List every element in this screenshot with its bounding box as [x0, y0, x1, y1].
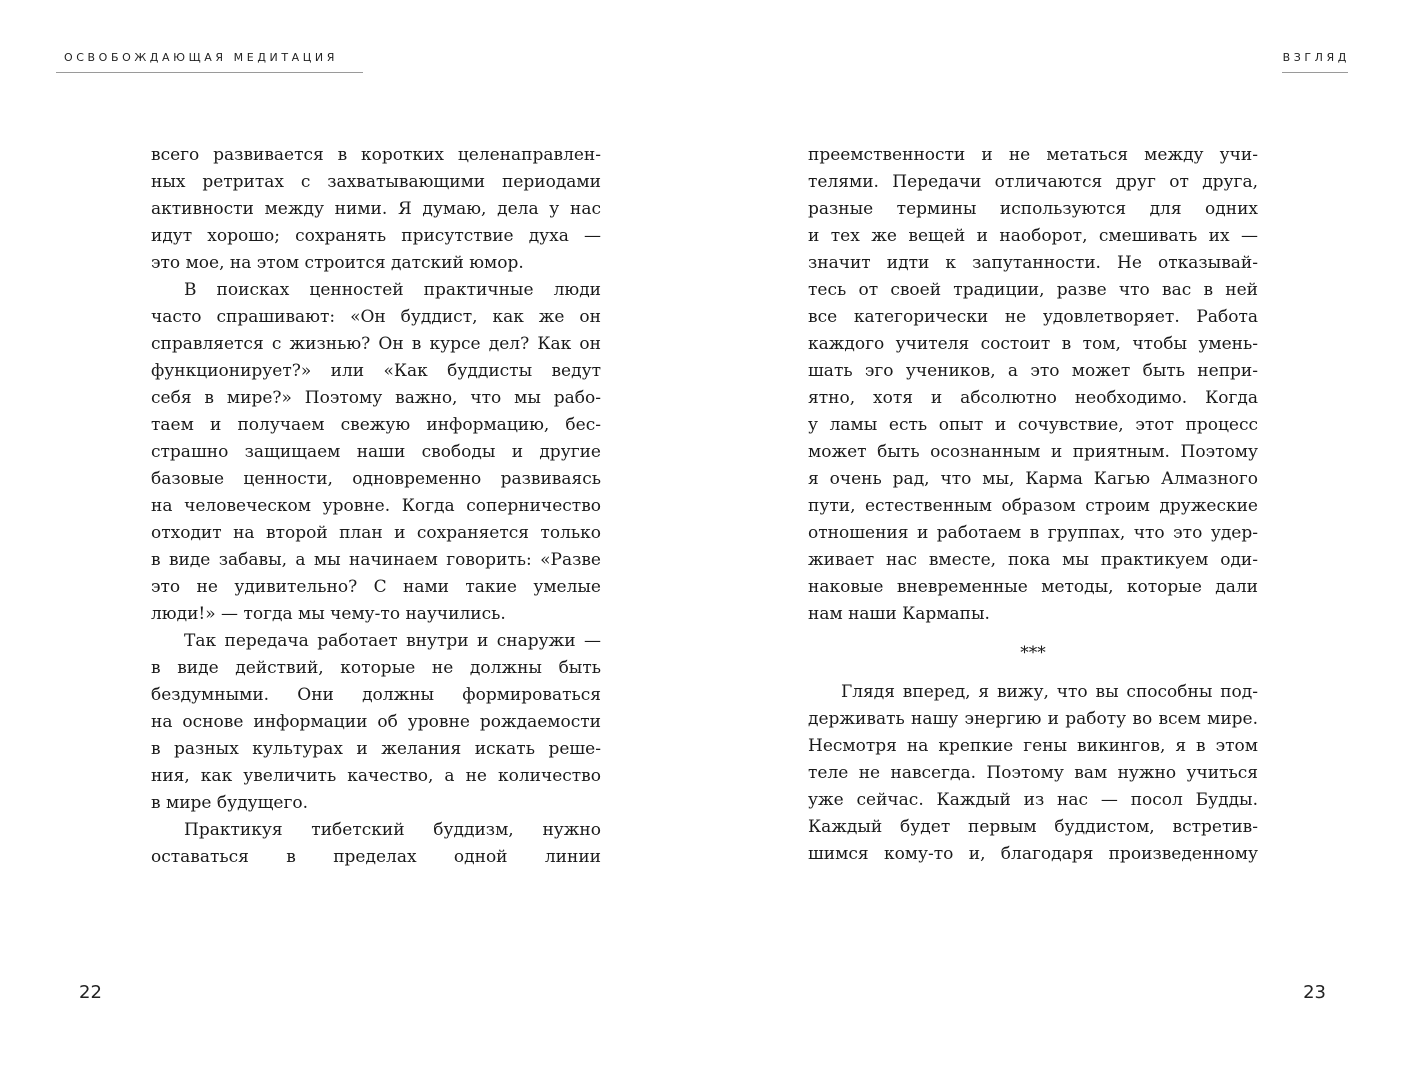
running-head-left: ОСВОБОЖДАЮЩАЯ МЕДИТАЦИЯ [64, 51, 339, 64]
text-line: это мое, на этом строится датский юмор. [151, 253, 524, 273]
text-line: тесь от своей традиции, разве что вас в ней [808, 280, 1258, 300]
text-line: это не удивительно? С нами такие умелые [151, 577, 601, 597]
text-line: справляется с жизнью? Он в курсе дел? Как он [151, 334, 601, 354]
text-line: всего развивается в коротких целенаправлен- [151, 145, 601, 165]
text-line: отходит на второй план и сохраняется только [151, 523, 601, 543]
text-line: нам наши Кармапы. [808, 604, 990, 624]
right-page [702, 0, 1404, 1080]
text-line: Несмотря на крепкие гены викингов, я в этом [808, 736, 1258, 756]
text-line: все категорически не удовлетворяет. Работа [808, 307, 1258, 327]
section-gap [808, 667, 1258, 679]
text-line: на человеческом уровне. Когда соперничество [151, 496, 601, 516]
text-line: бездумными. Они должны формироваться [151, 685, 601, 705]
text-line: наковые вневременные методы, которые дали [808, 577, 1258, 597]
text-line: Практикуя тибетский буддизм, нужно [184, 820, 601, 840]
text-line: может быть осознанным и приятным. Поэтому [808, 442, 1258, 462]
text-line: активности между ними. Я думаю, дела у нас [151, 199, 601, 219]
text-line: функционирует?» или «Как буддисты ведут [151, 361, 601, 381]
text-line: пути, естественным образом строим дружеские [808, 496, 1258, 516]
text-line: в виде забавы, а мы начинаем говорить: «Разве [151, 550, 601, 570]
text-line: ятно, хотя и абсолютно необходимо. Когда [808, 388, 1258, 408]
body-text-left [151, 142, 601, 871]
text-line: идут хорошо; сохранять присутствие духа — [151, 226, 601, 246]
body-text-right [808, 142, 1258, 868]
text-line: и тех же вещей и наоборот, смешивать их — [808, 226, 1258, 246]
text-line: Каждый будет первым буддистом, встретив- [808, 817, 1258, 837]
text-line: ния, как увеличить качество, а не количество [151, 766, 601, 786]
text-line: держивать нашу энергию и работу во всем мире. [808, 709, 1258, 729]
text-line: часто спрашивают: «Он буддист, как же он [151, 307, 601, 327]
text-line: разные термины используются для одних [808, 199, 1258, 219]
section-gap [808, 628, 1258, 640]
text-line: телями. Передачи отличаются друг от друга, [808, 172, 1258, 192]
text-line: теле не навсегда. Поэтому вам нужно учиться [808, 763, 1258, 783]
text-line: В поисках ценностей практичные люди [184, 280, 601, 300]
text-line: на основе информации об уровне рождаемости [151, 712, 601, 732]
text-line: преемственности и не метаться между учи- [808, 145, 1258, 165]
text-line: каждого учителя состоит в том, чтобы умень- [808, 334, 1258, 354]
section-break-asterisks: *** [1020, 643, 1046, 663]
text-line: отношения и работаем в группах, что это удер- [808, 523, 1258, 543]
text-line: уже сейчас. Каждый из нас — посол Будды. [808, 790, 1258, 810]
text-line: в мире будущего. [151, 793, 308, 813]
page-number-right: 23 [1303, 982, 1326, 1003]
page-number-left: 22 [79, 982, 102, 1003]
text-line: страшно защищаем наши свободы и другие [151, 442, 601, 462]
running-head-rule-right [1282, 72, 1348, 73]
text-line: у ламы есть опыт и сочувствие, этот процесс [808, 415, 1258, 435]
text-line: базовые ценности, одновременно развиваясь [151, 469, 601, 489]
text-line: люди!» — тогда мы чему-то научились. [151, 604, 506, 624]
running-head-rule-left [56, 72, 363, 73]
running-head-right: ВЗГЛЯД [1282, 51, 1350, 64]
text-line: живает нас вместе, пока мы практикуем оди- [808, 550, 1258, 570]
text-line: в разных культурах и желания искать реше- [151, 739, 601, 759]
text-line: оставаться в пределах одной линии [151, 847, 601, 867]
text-line: я очень рад, что мы, Карма Кагью Алмазного [808, 469, 1258, 489]
text-line: значит идти к запутанности. Не отказывай- [808, 253, 1258, 273]
text-line: ных ретритах с захватывающими периодами [151, 172, 601, 192]
text-line: себя в мире?» Поэтому важно, что мы рабо- [151, 388, 601, 408]
text-line: таем и получаем свежую информацию, бес- [151, 415, 601, 435]
text-line: шать эго учеников, а это может быть непри- [808, 361, 1258, 381]
text-line: Так передача работает внутри и снаружи — [184, 631, 601, 651]
text-line: шимся кому-то и, благодаря произведенному [808, 844, 1258, 864]
text-line: Глядя вперед, я вижу, что вы способны под- [841, 682, 1258, 702]
text-line: в виде действий, которые не должны быть [151, 658, 601, 678]
